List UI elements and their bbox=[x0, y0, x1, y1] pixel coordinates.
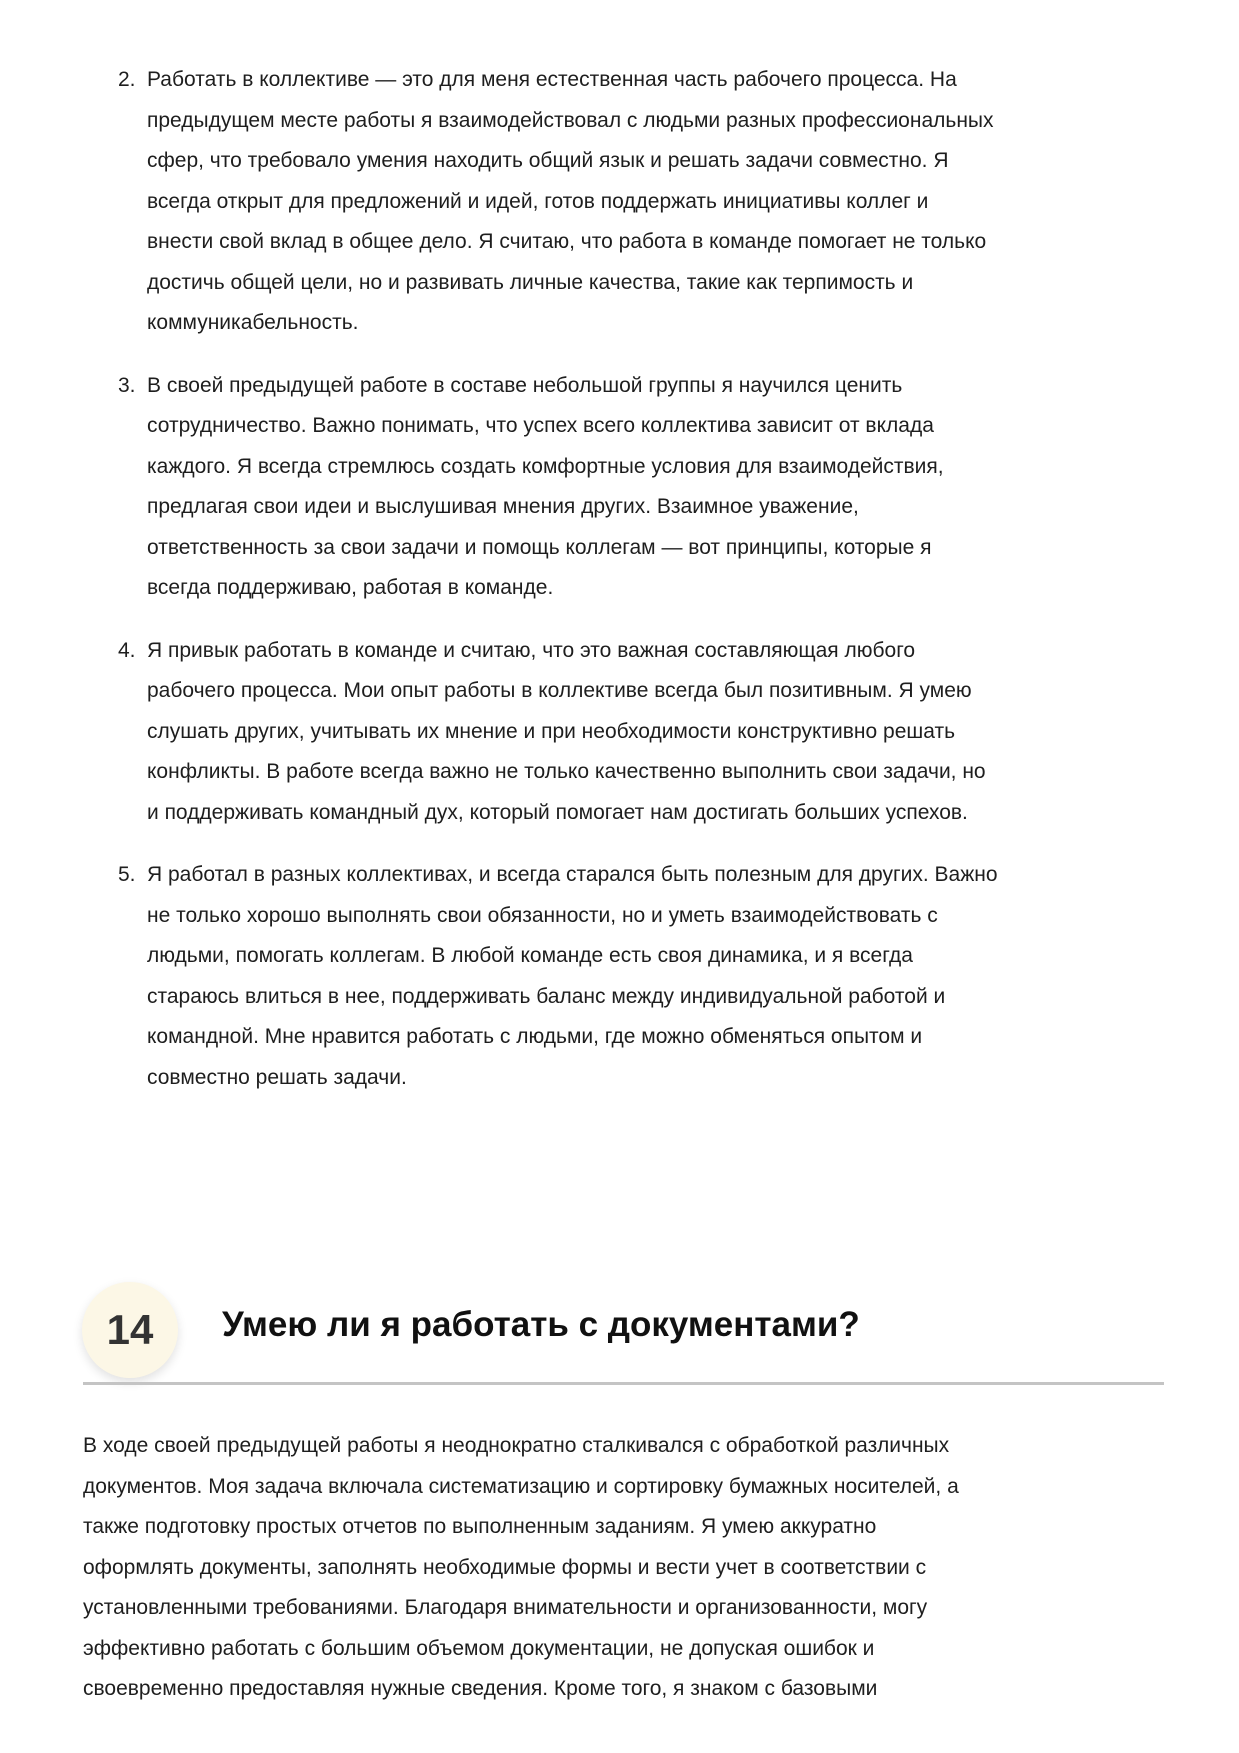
text-line: эффективно работать с большим объемом документации, не допуская ошибок и bbox=[83, 1636, 875, 1660]
text-line: совместно решать задачи. bbox=[147, 1065, 407, 1089]
text-line: всегда открыт для предложений и идей, готов поддержать инициативы коллег и bbox=[147, 189, 929, 213]
text-line: ответственность за свои задачи и помощь коллегам — вот принципы, которые я bbox=[147, 535, 932, 559]
text-line: предлагая свои идеи и выслушивая мнения других. Взаимное уважение, bbox=[147, 495, 859, 518]
text-line: всегда поддерживаю, работая в команде. bbox=[147, 576, 554, 599]
text-line: достичь общей цели, но и развивать личные качества, такие как терпимость и bbox=[147, 270, 914, 294]
list-item bbox=[0, 366, 1239, 609]
text-line: не только хорошо выполнять свои обязанности, но и уметь взаимодействовать с bbox=[147, 903, 938, 927]
list-item bbox=[0, 855, 1239, 1098]
section-paragraph bbox=[83, 1426, 959, 1710]
text-line: Я работал в разных коллективах, и всегда старался быть полезным для других. Важно bbox=[147, 863, 998, 886]
section-number-badge bbox=[82, 1282, 178, 1378]
text-line: и поддерживать командный дух, который помогает нам достигать больших успехов. bbox=[147, 800, 968, 824]
text-line: коммуникабельность. bbox=[147, 311, 359, 334]
text-line: также подготовку простых отчетов по выполненным заданиям. Я умею аккуратно bbox=[83, 1515, 877, 1538]
text-line: В ходе своей предыдущей работы я неоднократно сталкивался с обработкой различных bbox=[83, 1434, 950, 1457]
list-item bbox=[0, 60, 1239, 344]
text-line: рабочего процесса. Мои опыт работы в коллективе всегда был позитивным. Я умею bbox=[147, 679, 972, 702]
text-line: Работать в коллективе — это для меня естественная часть рабочего процесса. На bbox=[147, 68, 957, 91]
text-line: В своей предыдущей работе в составе небольшой группы я научился ценить bbox=[147, 373, 903, 397]
list-item-number: 5. bbox=[118, 863, 136, 886]
list-item bbox=[0, 631, 1239, 834]
numbered-list bbox=[0, 60, 1239, 1120]
text-line: людьми, помогать коллегам. В любой команде есть своя динамика, и я всегда bbox=[147, 944, 913, 967]
text-line: слушать других, учитывать их мнение и при необходимости конструктивно решать bbox=[147, 719, 956, 743]
text-line: предыдущем месте работы я взаимодействовал с людьми разных профессиональных bbox=[147, 108, 994, 132]
text-line: установленными требованиями. Благодаря внимательности и организованности, могу bbox=[83, 1596, 928, 1619]
section-divider bbox=[83, 1382, 1164, 1385]
text-line: конфликты. В работе всегда важно не только качественно выполнить свои задачи, но bbox=[147, 760, 986, 783]
text-line: стараюсь влиться в нее, поддерживать баланс между индивидуальной работой и bbox=[147, 984, 946, 1008]
text-line: Я привык работать в команде и считаю, что это важная составляющая любого bbox=[147, 638, 916, 662]
text-line: оформлять документы, заполнять необходимые формы и вести учет в соответствии с bbox=[83, 1555, 927, 1579]
text-line: сфер, что требовало умения находить общий язык и решать задачи совместно. Я bbox=[147, 149, 949, 172]
text-line: внести свой вклад в общее дело. Я считаю, что работа в команде помогает не только bbox=[147, 230, 987, 253]
text-line: документов. Моя задача включала систематизацию и сортировку бумажных носителей, а bbox=[83, 1474, 959, 1498]
list-item-number: 4. bbox=[118, 638, 136, 662]
text-line: сотрудничество. Важно понимать, что успех всего коллектива зависит от вклада bbox=[147, 414, 934, 437]
text-line: своевременно предоставляя нужные сведения. Кроме того, я знаком с базовыми bbox=[83, 1677, 878, 1700]
section-number: 14 bbox=[106, 1306, 154, 1353]
text-line: каждого. Я всегда стремлюсь создать комфортные условия для взаимодействия, bbox=[147, 454, 944, 478]
text-line: командной. Мне нравится работать с людьми, где можно обменяться опытом и bbox=[147, 1025, 923, 1048]
list-item-number: 2. bbox=[118, 68, 136, 91]
list-item-number: 3. bbox=[118, 373, 136, 397]
section-title: Умею ли я работать с документами? bbox=[222, 1305, 860, 1344]
